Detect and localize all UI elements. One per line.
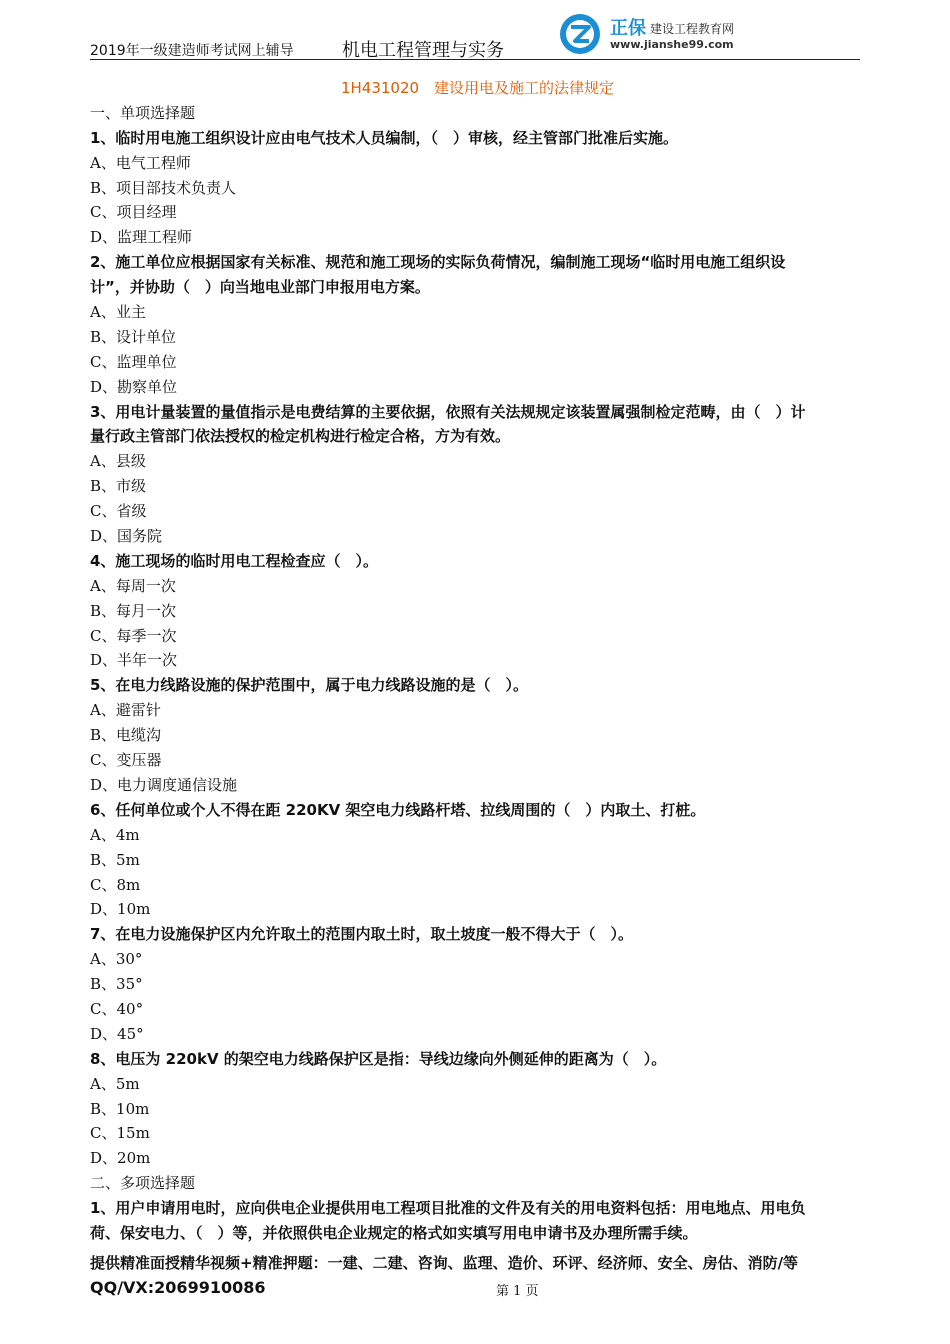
answer-option: C、15m: [90, 1124, 150, 1143]
footer-contact: QQ/VX:2069910086: [90, 1278, 266, 1297]
answer-option: D、45°: [90, 1024, 144, 1043]
question-text: 3、用电计量装置的量值指示是电费结算的主要依据，依照有关法规规定该装置属强制检定范畴，由（ ）计: [90, 402, 806, 421]
answer-option: B、5m: [90, 850, 140, 869]
question-text: 荷、保安电力、（ ）等，并依照供电企业规定的格式如实填写用电申请书及办理所需手续。: [90, 1223, 698, 1242]
question-text: 1、用户申请用电时，应向供电企业提供用电工程项目批准的文件及有关的用电资料包括：用电地点、用电负: [90, 1199, 806, 1218]
question-text: 4、施工现场的临时用电工程检查应（ ）。: [90, 551, 378, 570]
header-divider: [90, 59, 860, 60]
answer-option: B、设计单位: [90, 327, 177, 346]
header-exam-label: 2019年一级建造师考试网上辅导: [90, 43, 294, 59]
question-text: 8、电压为 220kV 的架空电力线路保护区是指：导线边缘向外侧延伸的距离为（ ）。: [90, 1049, 667, 1068]
logo-url: www.jianshe99.com: [610, 38, 734, 51]
answer-option: B、电缆沟: [90, 726, 162, 745]
answer-option: D、监理工程师: [90, 228, 193, 247]
answer-option: A、每周一次: [90, 576, 176, 595]
answer-option: C、40°: [90, 999, 144, 1018]
question-list: [90, 101, 865, 1246]
answer-option: D、10m: [90, 900, 151, 919]
answer-option: C、变压器: [90, 751, 162, 770]
answer-option: B、35°: [90, 975, 143, 994]
answer-option: C、省级: [90, 502, 147, 521]
answer-option: B、市级: [90, 477, 147, 496]
question-text: 量行政主管部门依法授权的检定机构进行检定合格，方为有效。: [90, 427, 511, 446]
question-text: 6、任何单位或个人不得在距 220KV 架空电力线路杆塔、拉线周围的（ ）内取土、打桩。: [90, 800, 706, 819]
page-number: 第 1 页: [496, 1284, 539, 1299]
section-heading: 一、单项选择题: [90, 103, 196, 122]
answer-option: B、每月一次: [90, 601, 177, 620]
answer-option: C、监理单位: [90, 352, 177, 371]
answer-option: A、5m: [90, 1074, 140, 1093]
brand-logo: [558, 10, 738, 56]
header-subject-title: 机电工程管理与实务: [342, 40, 504, 61]
answer-option: C、8m: [90, 875, 141, 894]
answer-option: A、避雷针: [90, 701, 161, 720]
page-header: [90, 10, 860, 60]
document-body: [90, 76, 865, 1246]
answer-option: D、电力调度通信设施: [90, 775, 238, 794]
section-heading: 二、多项选择题: [90, 1174, 196, 1193]
question-text: 7、在电力设施保护区内允许取土的范围内取土时，取土坡度一般不得大于（ ）。: [90, 925, 633, 944]
answer-option: A、县级: [90, 452, 146, 471]
answer-option: B、项目部技术负责人: [90, 178, 237, 197]
answer-option: A、电气工程师: [90, 153, 191, 172]
answer-option: C、每季一次: [90, 626, 177, 645]
answer-option: D、20m: [90, 1149, 151, 1168]
answer-option: A、30°: [90, 950, 143, 969]
answer-option: A、4m: [90, 825, 140, 844]
logo-subtitle: 建设工程教育网: [650, 22, 735, 36]
question-text: 1、临时用电施工组织设计应由电气技术人员编制，（ ）审核，经主管部门批准后实施。: [90, 128, 678, 147]
question-text: 2、施工单位应根据国家有关标准、规范和施工现场的实际负荷情况，编制施工现场“临时用电施工组织设: [90, 253, 786, 272]
question-text: 计”，并协助（ ）向当地电业部门申报用电方案。: [90, 278, 430, 297]
question-text: 5、在电力线路设施的保护范围中，属于电力线路设施的是（ ）。: [90, 676, 528, 695]
logo-brand-text: 正保: [610, 18, 646, 39]
answer-option: D、勘察单位: [90, 377, 178, 396]
logo-z-icon: [558, 12, 602, 56]
footer-promo: 提供精准面授精华视频+精准押题：一建、二建、咨询、监理、造价、环评、经济师、安全、房估、消防/等: [90, 1254, 799, 1272]
answer-option: A、业主: [90, 303, 146, 322]
answer-option: D、国务院: [90, 527, 163, 546]
answer-option: D、半年一次: [90, 651, 178, 670]
answer-option: C、项目经理: [90, 203, 177, 222]
section-title: 1H431020 建设用电及施工的法律规定: [340, 79, 615, 97]
answer-option: B、10m: [90, 1099, 150, 1118]
